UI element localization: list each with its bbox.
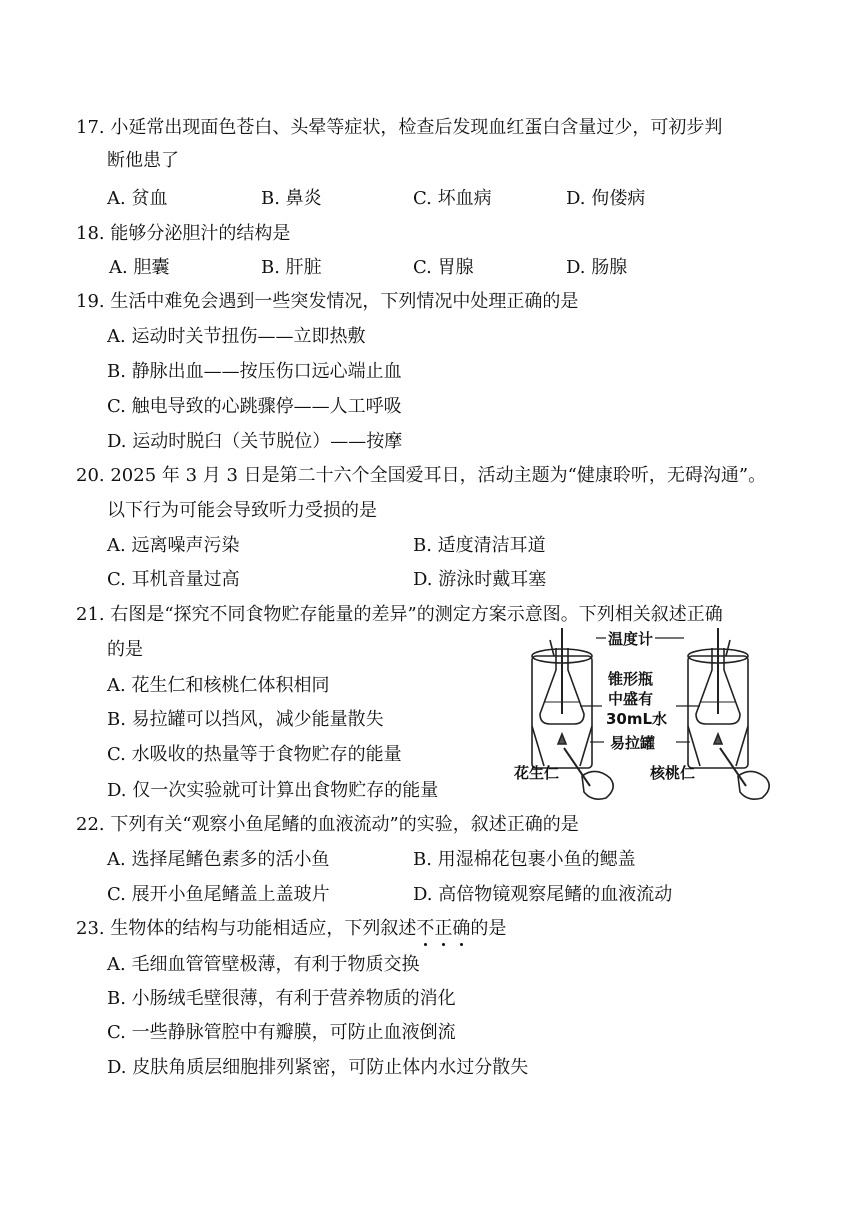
q23-option-c: C. 一些静脉管腔中有瓣膜，可防止血液倒流	[107, 1022, 456, 1043]
emphasis-dot	[460, 943, 463, 946]
q23-stem-emph-text: 不正确	[416, 918, 471, 939]
q20-option-c: C. 耳机音量过高	[107, 569, 240, 590]
calorimetry-figure	[510, 626, 785, 806]
q22-option-b: B. 用湿棉花包裹小鱼的鳃盖	[413, 849, 636, 870]
q19-option-b: B. 静脉出血——按压伤口远心端止血	[107, 361, 402, 382]
q18-option-d: D. 肠腺	[566, 257, 628, 278]
q19-option-a: A. 运动时关节扭伤——立即热敷	[107, 326, 366, 347]
q19-option-d: D. 运动时脱臼（关节脱位）——按摩	[107, 431, 403, 452]
q18-option-a: A. 胆囊	[109, 257, 170, 278]
q23-stem	[76, 918, 506, 940]
q19-stem: 19. 生活中难免会遇到一些突发情况，下列情况中处理正确的是	[76, 291, 579, 312]
label-can: 易拉罐	[610, 734, 656, 752]
q22-option-c: C. 展开小鱼尾鳍盖上盖玻片	[107, 884, 330, 905]
q20-option-b: B. 适度清洁耳道	[413, 535, 546, 556]
q18-stem: 18. 能够分泌胆汁的结构是	[76, 223, 291, 244]
left-hand	[582, 771, 613, 799]
q17-option-d: D. 佝偻病	[566, 188, 646, 209]
right-hand	[738, 771, 769, 799]
q21-option-a: A. 花生仁和核桃仁体积相同	[107, 675, 330, 696]
q22-stem: 22. 下列有关“观察小鱼尾鳍的血液流动”的实验，叙述正确的是	[76, 814, 579, 835]
right-stirrer	[726, 640, 730, 656]
q23-stem-emphasis	[416, 918, 470, 939]
emphasis-dot	[424, 943, 427, 946]
right-needle	[720, 748, 746, 786]
right-food	[714, 734, 722, 744]
q21-option-c: C. 水吸收的热量等于食物贮存的能量	[107, 744, 402, 765]
q23-option-b: B. 小肠绒毛壁很薄，有利于营养物质的消化	[107, 988, 456, 1009]
q22-option-a: A. 选择尾鳍色素多的活小鱼	[107, 849, 330, 870]
q18-option-c: C. 胃腺	[413, 257, 474, 278]
q22-option-d: D. 高倍物镜观察尾鳍的血液流动	[413, 884, 673, 905]
q19-option-c: C. 触电导致的心跳骤停——人工呼吸	[107, 396, 402, 417]
label-right-food: 核桃仁	[650, 764, 696, 782]
q17-option-b: B. 鼻炎	[261, 188, 322, 209]
q21-stem-line2: 的是	[107, 639, 143, 660]
q21-option-b: B. 易拉罐可以挡风，减少能量散失	[107, 709, 384, 730]
left-can-opening-r	[580, 726, 592, 766]
label-flask-line2: 中盛有	[608, 690, 654, 708]
right-can-opening-l	[688, 726, 700, 766]
q23-option-a: A. 毛细血管管壁极薄，有利于物质交换	[107, 954, 420, 975]
q17-option-c: C. 坏血病	[413, 188, 492, 209]
label-thermometer: 温度计	[608, 630, 654, 648]
q17-option-a: A. 贫血	[107, 188, 168, 209]
q23-stem-before: 23. 生物体的结构与功能相适应，下列叙述	[76, 918, 417, 939]
q20-stem-line2: 以下行为可能会导致听力受损的是	[107, 500, 377, 521]
q20-option-d: D. 游泳时戴耳塞	[413, 569, 547, 590]
emphasis-dot	[442, 943, 445, 946]
q21-stem-line1: 21. 右图是“探究不同食物贮存能量的差异”的测定方案示意图。下列相关叙述正确	[76, 604, 723, 625]
left-needle	[564, 748, 590, 786]
q20-option-a: A. 远离噪声污染	[107, 535, 240, 556]
q23-option-d: D. 皮肤角质层细胞排列紧密，可防止体内水过分散失	[107, 1057, 529, 1078]
left-can-opening-l	[532, 726, 544, 766]
q17-stem-line2: 断他患了	[107, 150, 179, 171]
q21-option-d: D. 仅一次实验就可计算出食物贮存的能量	[107, 780, 439, 801]
q20-stem-line1: 20. 2025 年 3 月 3 日是第二十六个全国爱耳日，活动主题为“健康聆听，无碍沟通”。	[76, 465, 767, 486]
right-can-opening-r	[736, 726, 748, 766]
label-flask-line1: 锥形瓶	[608, 670, 654, 688]
label-flask-line3: 30mL水	[606, 710, 668, 728]
q23-stem-after: 的是	[470, 918, 507, 939]
left-food	[558, 734, 566, 744]
left-stirrer	[550, 640, 554, 656]
label-left-food: 花生仁	[514, 764, 560, 782]
q18-option-b: B. 肝脏	[261, 257, 322, 278]
q17-stem-line1: 17. 小延常出现面色苍白、头晕等症状，检查后发现血红蛋白含量过少，可初步判	[76, 117, 723, 138]
